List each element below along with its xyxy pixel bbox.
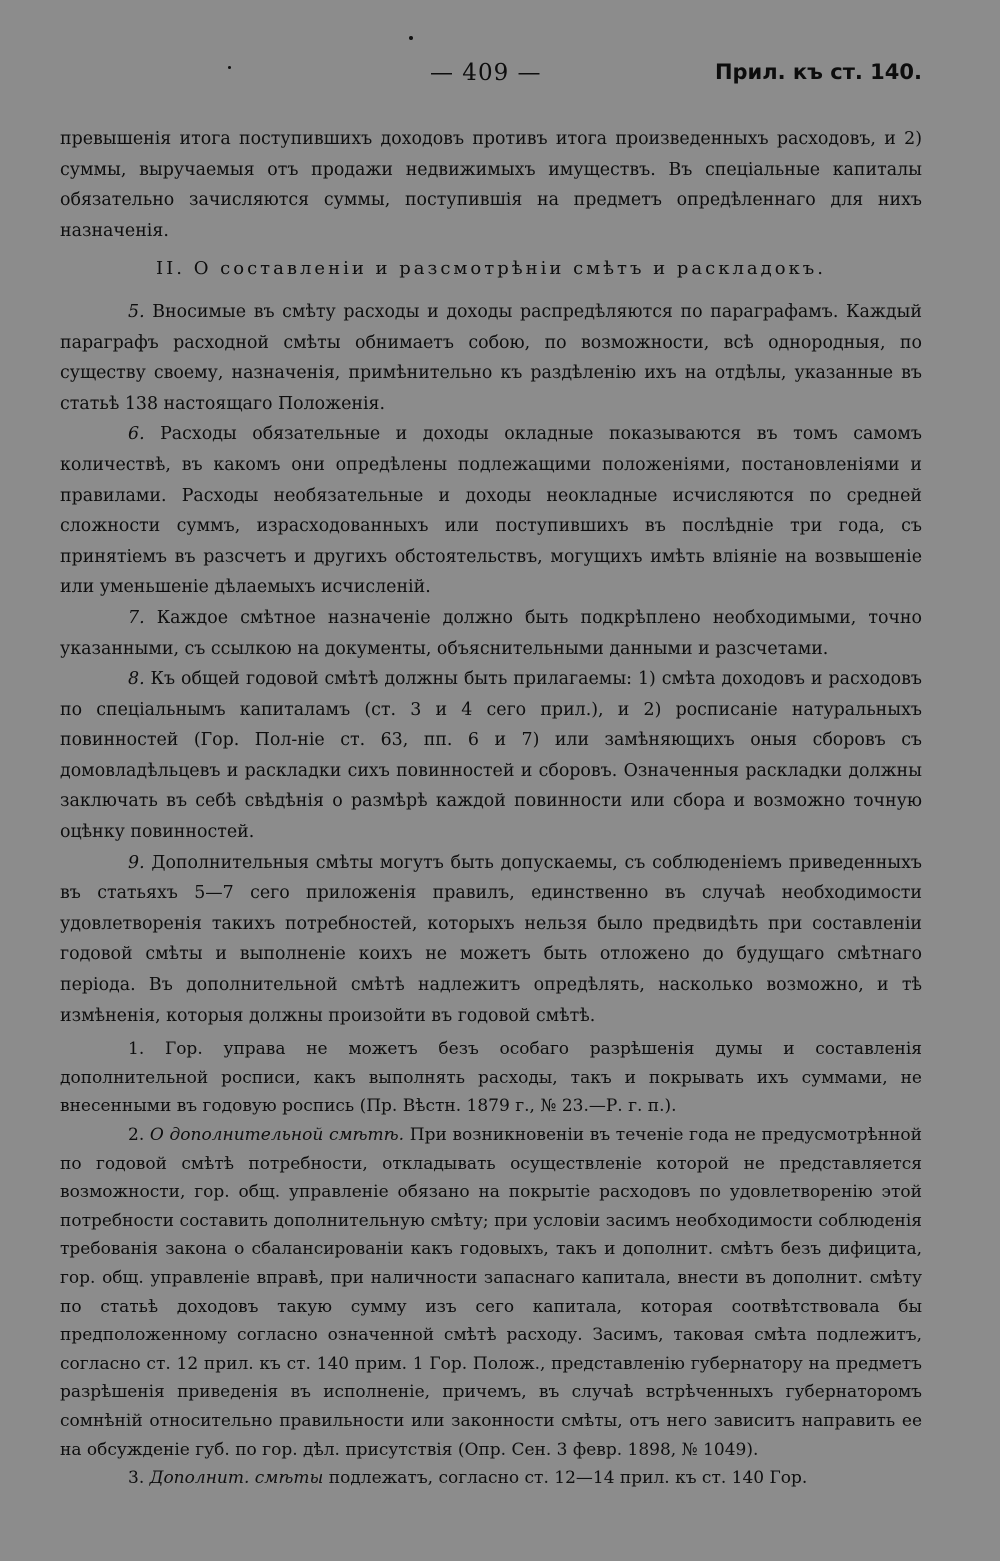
- note-text: При возникновеніи въ теченіе года не предусмотрѣнной по годовой смѣтѣ потребности, откладывать осуществленіе которой не представляется возможности, гор. общ. управленіе обязано на покрытіе расходовъ по удовлетворенію этой потребности составить дополнительную смѣту; при условіи засимъ необходимости соблюденія требованія закона о сбалансированіи какъ годовыхъ, такъ и дополнит. смѣтъ безъ дифицита, гор. общ. управленіе вправѣ, при наличности запаснаго капитала, внести въ дополнит. смѣту по статьѣ доходовъ такую сумму изъ сего капитала, которая соотвѣтствовала бы предположенному согласно означенной смѣтѣ расходу. Засимъ, таковая смѣта подлежитъ, согласно ст. 12 прил. къ ст. 140 прим. 1 Гор. Полож., представленію губернатору на предметъ разрѣшенія приведенія въ исполненіе, причемъ, въ случаѣ встрѣченныхъ губернаторомъ сомнѣній относительно правильности или законности смѣты, отъ него зависитъ направить ее на обсужденіе губ. по гор. дѣл. присутствія (Опр. Сен. 3 февр. 1898, № 1049).: [60, 1125, 922, 1460]
- page-number: — 409 —: [430, 60, 542, 86]
- paragraph-text: Дополнительныя смѣты могутъ быть допускаемы, съ соблюденіемъ приведенныхъ въ статьяхъ 5—7 сего приложенія правилъ, единственно въ случаѣ необходимости удовлетворенія такихъ потребностей, которыхъ нельзя было предвидѣть при составленіи годовой смѣты и выполненіе коихъ не можетъ быть отложено до будущаго смѣтнаго періода. Въ дополнительной смѣтѣ надлежитъ опредѣлять, насколько возможно, и тѣ измѣненія, которыя должны произойти въ годовой смѣтѣ.: [60, 852, 922, 1026]
- note-3: [60, 1464, 922, 1493]
- page-body: [60, 124, 922, 1493]
- paragraph-number: 8.: [128, 669, 145, 690]
- paragraph-5: [60, 297, 922, 419]
- ink-speck: [409, 36, 413, 40]
- note-1: 1. Гор. управа не можетъ безъ особаго разрѣшенія думы и составленія дополнительной росписи, какъ выполнять расходы, такъ и покрывать ихъ суммами, не внесенными въ годовую роспись (Пр. Вѣстн. 1879 г., № 23.—Р. г. п.).: [60, 1039, 922, 1117]
- note-title: Дополнит. смѣты: [149, 1468, 324, 1489]
- article-reference: Прил. къ ст. 140.: [714, 60, 922, 84]
- paragraph-intro: превышенія итога поступившихъ доходовъ противъ итога произведенныхъ расходовъ, и 2) суммы, выручаемыя отъ продажи недвижимыхъ имуществъ. Въ спеціальные капиталы обязательно зачисляются суммы, поступившія на предметъ опредѣленнаго для нихъ назначенія.: [60, 129, 922, 241]
- paragraph-number: 6.: [128, 424, 145, 445]
- paragraph-text: Къ общей годовой смѣтѣ должны быть прилагаемы: 1) смѣта доходовъ и расходовъ по спеціальнымъ капиталамъ (ст. 3 и 4 сего прил.), и 2) росписаніе натуральныхъ повинностей (Гор. Пол-ніе ст. 63, пп. 6 и 7) или замѣняющихъ оныя сборовъ съ домовладѣльцевъ и раскладки сихъ повинностей и сборовъ. Означенныя раскладки должны заключать въ себѣ свѣдѣнія о размѣрѣ каждой повинности или сбора и возможно точную оцѣнку повинностей.: [60, 669, 922, 843]
- paragraph-number: 5.: [128, 301, 145, 322]
- paragraph-9: [60, 848, 922, 1032]
- page-header: [60, 60, 922, 92]
- paragraph-8: [60, 664, 922, 848]
- paragraph-text: Расходы обязательные и доходы окладные показываются въ томъ самомъ количествѣ, въ какомъ они опредѣлены подлежащими положеніями, постановленіями и правилами. Расходы необязательные и доходы неокладные исчисляются по средней сложности суммъ, израсходованныхъ или поступившихъ въ послѣдніе три года, съ принятіемъ въ разсчетъ и другихъ обстоятельствъ, могущихъ имѣть вліяніе на возвышеніе или уменьшеніе дѣлаемыхъ исчисленій.: [60, 424, 922, 598]
- paragraph-number: 7.: [128, 607, 145, 628]
- note-2: [60, 1121, 922, 1464]
- paragraph-text: Каждое смѣтное назначеніе должно быть подкрѣплено необходимыми, точно указанными, съ ссылкою на документы, объяснительными данными и разсчетами.: [60, 607, 922, 659]
- note-text: подлежатъ, согласно ст. 12—14 прил. къ ст. 140 Гор.: [323, 1468, 808, 1489]
- section-title: II. О составленіи и разсмотрѣніи смѣтъ и раскладокъ.: [156, 258, 826, 280]
- paragraph-number: 9.: [128, 852, 145, 873]
- note-number: 2.: [128, 1125, 150, 1145]
- note-number: 3.: [128, 1468, 150, 1489]
- note-title: О дополнительной смѣтѣ.: [149, 1125, 405, 1145]
- paragraph-6: [60, 419, 922, 603]
- paragraph-7: [60, 603, 922, 664]
- paragraph-text: Вносимые въ смѣту расходы и доходы распредѣляются по параграфамъ. Каждый параграфъ расходной смѣты обнимаетъ собою, по возможности, всѣ однородныя, по существу своему, назначенія, примѣнительно къ раздѣленію ихъ на отдѣлы, указанные въ статьѣ 138 настоящаго Положенія.: [60, 301, 922, 414]
